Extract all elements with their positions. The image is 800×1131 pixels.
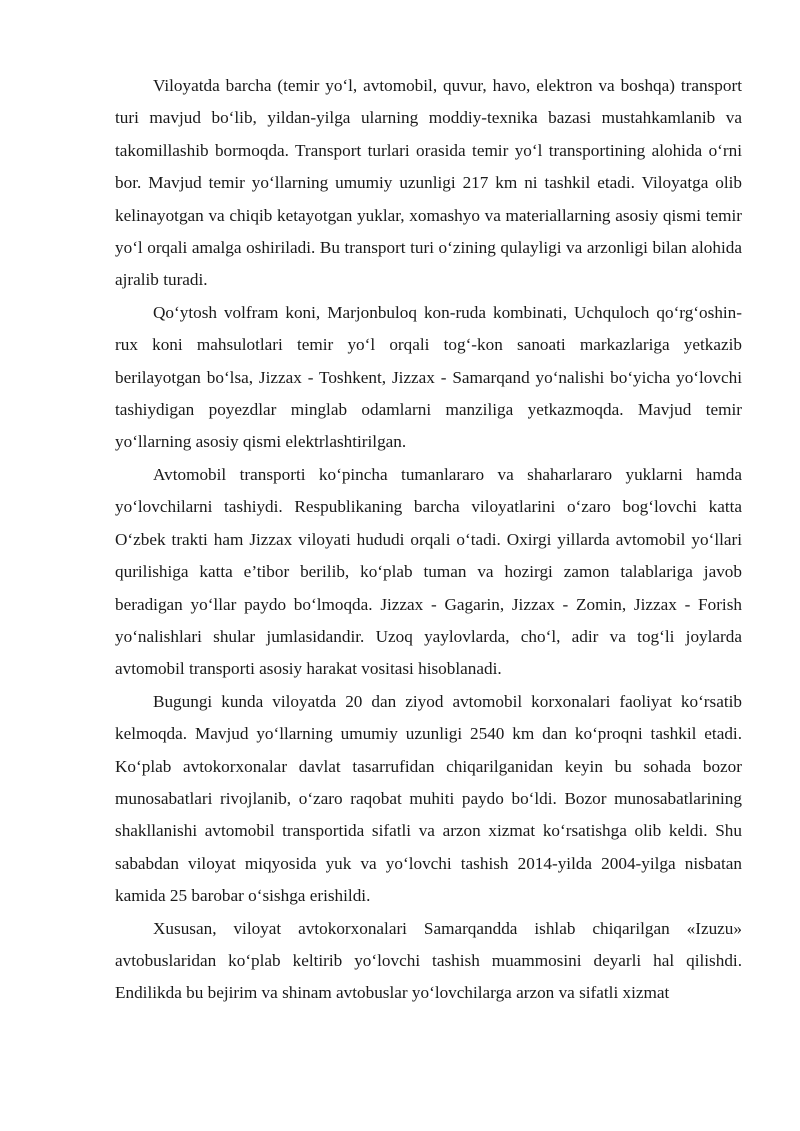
paragraph-rail-transport: Viloyatda barcha (temir yo‘l, avtomobil, quvur, havo, elektron va boshqa) transport turi mavjud bo‘lib, yildan-yilga ularning moddiy-texnika bazasi mustahkamlanib va takomillashib bormoqda. Transport turlari orasida temir yo‘l transportining alohida o‘rni bor. Mavjud temir yo‘llarning umumiy uzunligi 217 km ni tashkil etadi. Viloyatga olib kelinayotgan va chiqib ketayotgan yuklar, xomashyo va materiallarning asosiy qismi temir yo‘l orqali amalga oshiriladi. Bu transport turi o‘zining qulayligi va arzonligi bilan alohida ajralib turadi. xyxy=(115,76,742,290)
paragraph-auto-enterprises: Bugungi kunda viloyatda 20 dan ziyod avtomobil korxonalari faoliyat ko‘rsatib kelmoqda. Mavjud yo‘llarning umumiy uzunligi 2540 km dan ko‘proqni tashkil etadi. Ko‘plab avtokorxonalar davlat tasarrufidan chiqarilganidan keyin bu sohada bozor munosabatlari rivojlanib, o‘zaro raqobat muhiti paydo bo‘ldi. Bozor munosabatlarining shakllanishi avtomobil transportida sifatli va arzon xizmat ko‘rsatishga olib keldi. Shu sababdan viloyat miqyosida yuk va yo‘lovchi tashish 2014-yilda 2004-yilga nisbatan kamida 25 barobar o‘sishga erishildi. xyxy=(115,691,742,906)
document-page xyxy=(115,70,742,1010)
paragraph-rail-mining: Qo‘ytosh volfram koni, Marjonbuloq kon-ruda kombinati, Uchquloch qo‘rg‘oshin-rux koni mahsulotlari temir yo‘l orqali tog‘-kon sanoati markazlariga yetkazib berilayotgan bo‘lsa, Jizzax - Toshkent, Jizzax - Samarqand yo‘nalishi bo‘yicha yo‘lovchi tashiydigan poyezdlar minglab odamlarni manziliga yetkazmoqda. Mavjud temir yo‘llarning asosiy qismi elektrlashtirilgan. xyxy=(115,302,742,452)
paragraph-buses: Xususan, viloyat avtokorxonalari Samarqandda ishlab chiqarilgan «Izuzu» avtobuslaridan ko‘plab keltirib yo‘lovchi tashish muammosini deyarli hal qilishdi. Endilikda bu bejirim va shinam avtobuslar yo‘lovchilarga arzon va sifatli xizmat xyxy=(115,918,742,1003)
paragraph-road-transport: Avtomobil transporti ko‘pincha tumanlararo va shaharlararo yuklarni hamda yo‘lovchilarni tashiydi. Respublikaning barcha viloyatlarini o‘zaro bog‘lovchi katta O‘zbek trakti ham Jizzax viloyati hududi orqali o‘tadi. Oxirgi yillarda avtomobil yo‘llari qurilishiga katta e’tibor berilib, ko‘plab tuman va hozirgi zamon talablariga javob beradigan yo‘llar paydo bo‘lmoqda. Jizzax - Gagarin, Jizzax - Zomin, Jizzax - Forish yo‘nalishlari shular jumlasidandir. Uzoq yaylovlarda, cho‘l, adir va tog‘li joylarda avtomobil transporti asosiy harakat vositasi hisoblanadi. xyxy=(115,464,742,679)
